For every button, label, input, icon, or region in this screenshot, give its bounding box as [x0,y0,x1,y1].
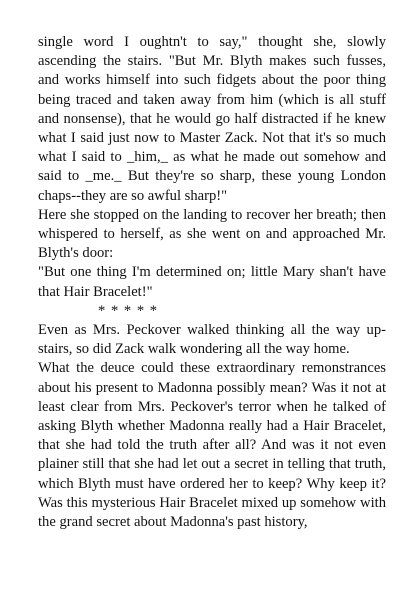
paragraph-5: What the deuce could these extraordinary remonstrances about his present to Madonna possibly mean? Was it not at least clear from Mrs. Peckover's terror when he talked of asking Blyth whether Madonna really had a Hair Bracelet, that she had told the truth after all? And was it not even plainer still that she had let out a secret in telling that truth, which Blyth must have ordered her to keep? Why keep it? Was this mysterious Hair Bracelet mixed up somehow with the grand secret about Madonna's past history, [38,360,386,531]
paragraph-4: Even as Mrs. Peckover walked thinking all the way up-stairs, so did Zack walk wondering all the way home. [38,322,386,358]
paragraph-1: single word I oughtn't to say," thought she, slowly ascending the stairs. "But Mr. Blyth makes such fusses, and works himself into such fidgets about the poor thing being traced and taken away from him (which is all stuff and nonsense), that he would go half distracted if he knew what I said just now to Master Zack. Not that it's so much what I said to _him,_ as what he made out somehow and said to _me._ But they're so sharp, these young London chaps--they are so awful sharp!" [38,34,386,204]
paragraph-2: Here she stopped on the landing to recover her breath; then whispered to herself, as she went on and approached Mr. Blyth's door: [38,206,386,262]
paragraph-3: "But one thing I'm determined on; little Mary shan't have that Hair Bracelet!" [38,264,386,300]
book-page [38,33,386,532]
section-break: * * * * * [98,302,159,319]
